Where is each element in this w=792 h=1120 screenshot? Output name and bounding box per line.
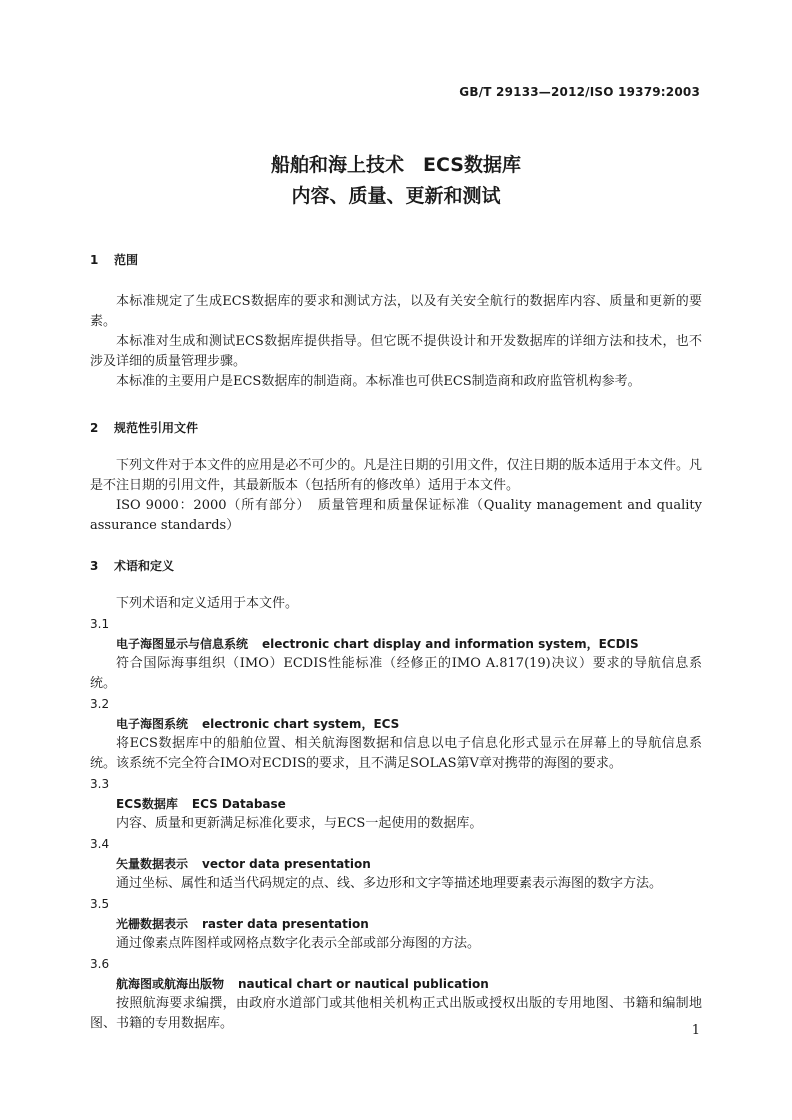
term-entry — [90, 894, 702, 954]
term-title: 光栅数据表示 raster data presentation — [116, 917, 369, 931]
normative-reference: ISO 9000：2000（所有部分） 质量管理和质量保证标准（Quality management and quality assurance standards） — [90, 498, 702, 533]
term-number: 3.6 — [90, 957, 110, 971]
paragraph: 本标准对生成和测试ECS数据库提供指导。但它既不提供设计和开发数据库的详细方法和技术，也不涉及详细的质量管理步骤。 — [90, 334, 702, 369]
document-title: 船舶和海上技术 ECS数据库 — [271, 154, 521, 176]
term-definition: 通过坐标、属性和适当代码规定的点、线、多边形和文字等描述地理要素表示海图的数字方法。 — [116, 876, 663, 891]
section-2-body — [90, 456, 702, 536]
page-number: 1 — [691, 1023, 700, 1038]
paragraph: 本标准的主要用户是ECS数据库的制造商。本标准也可供ECS制造商和政府监管机构参考。 — [116, 374, 641, 389]
section-1-body — [90, 292, 702, 392]
section-2 — [90, 418, 702, 438]
term-entry — [90, 774, 702, 834]
term-entry — [90, 954, 702, 1034]
term-entry — [90, 834, 702, 894]
section-heading: 1 范围 — [90, 253, 139, 267]
paragraph: 本标准规定了生成ECS数据库的要求和测试方法，以及有关安全航行的数据库内容、质量和更新的要素。 — [90, 294, 702, 329]
term-entry — [90, 614, 702, 694]
term-title: 航海图或航海出版物 nautical chart or nautical publication — [116, 977, 489, 991]
paragraph: 下列术语和定义适用于本文件。 — [116, 596, 299, 611]
term-definition: 将ECS数据库中的船舶位置、相关航海图数据和信息以电子信息化形式显示在屏幕上的导航信息系统。该系统不完全符合IMO对ECDIS的要求，且不满足SOLAS第Ⅴ章对携带的海图的要求。 — [90, 736, 702, 771]
section-heading: 3 术语和定义 — [90, 559, 175, 573]
term-definition: 通过像素点阵图样或网格点数字化表示全部或部分海图的方法。 — [116, 936, 481, 951]
standard-code: GB/T 29133—2012/ISO 19379:2003 — [459, 85, 700, 99]
term-number: 3.2 — [90, 697, 110, 711]
term-definition: 符合国际海事组织（IMO）ECDIS性能标准（经修正的IMO A.817(19)决议）要求的导航信息系统。 — [90, 656, 702, 691]
paragraph: 下列文件对于本文件的应用是必不可少的。凡是注日期的引用文件，仅注日期的版本适用于本文件。凡是不注日期的引用文件，其最新版本（包括所有的修改单）适用于本文件。 — [90, 458, 702, 493]
term-title: 电子海图系统 electronic chart system，ECS — [116, 717, 400, 731]
term-title: 电子海图显示与信息系统 electronic chart display and information system，ECDIS — [116, 637, 639, 651]
term-definition: 按照航海要求编撰，由政府水道部门或其他相关机构正式出版或授权出版的专用地图、书籍和编制地图、书籍的专用数据库。 — [90, 996, 702, 1031]
term-number: 3.5 — [90, 897, 110, 911]
section-1 — [90, 250, 702, 270]
term-title: ECS数据库 ECS Database — [116, 797, 286, 811]
term-number: 3.1 — [90, 617, 110, 631]
term-title: 矢量数据表示 vector data presentation — [116, 857, 371, 871]
term-entry — [90, 694, 702, 774]
section-3 — [90, 556, 702, 576]
term-number: 3.4 — [90, 837, 110, 851]
term-definition: 内容、质量和更新满足标准化要求，与ECS一起使用的数据库。 — [116, 816, 483, 831]
document-subtitle: 内容、质量、更新和测试 — [291, 185, 501, 207]
section-3-body — [90, 594, 702, 1034]
section-heading: 2 规范性引用文件 — [90, 421, 199, 435]
term-number: 3.3 — [90, 777, 110, 791]
